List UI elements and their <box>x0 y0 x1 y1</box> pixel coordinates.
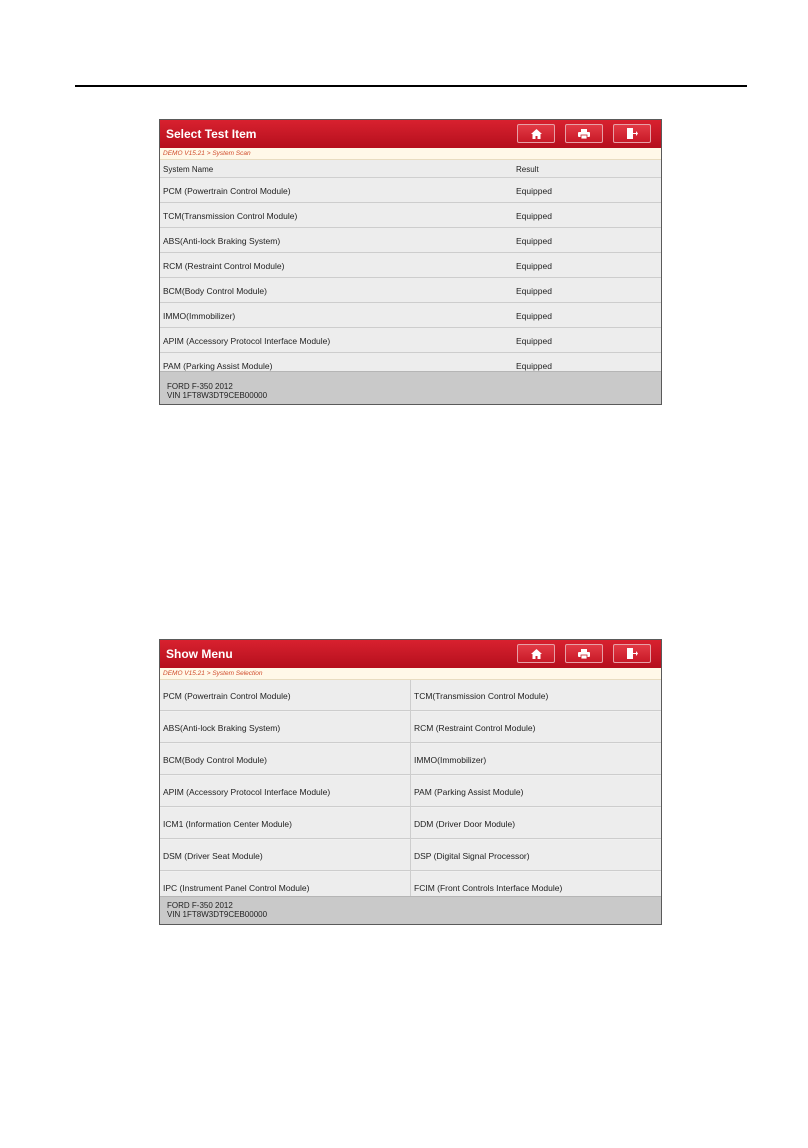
system-name: PCM (Powertrain Control Module) <box>163 186 291 196</box>
system-name: IMMO(Immobilizer) <box>163 311 236 321</box>
system-result: Equipped <box>516 211 552 221</box>
page-title: Show Menu <box>166 647 233 661</box>
home-button[interactable] <box>517 124 555 143</box>
menu-item-pam[interactable] <box>411 776 662 807</box>
system-result: Equipped <box>516 286 552 296</box>
menu-item-ddm[interactable] <box>411 808 662 839</box>
menu-item-pcm[interactable] <box>160 680 410 711</box>
menu-item-label: PCM (Powertrain Control Module) <box>163 691 291 701</box>
system-result: Equipped <box>516 186 552 196</box>
menu-item-icm1[interactable] <box>160 808 410 839</box>
table-row[interactable] <box>160 203 661 228</box>
menu-item-bcm[interactable] <box>160 744 410 775</box>
breadcrumb: DEMO V15.21 > System Scan <box>160 148 661 160</box>
menu-item-label: BCM(Body Control Module) <box>163 755 267 765</box>
system-name: ABS(Anti-lock Braking System) <box>163 236 281 246</box>
print-button[interactable] <box>565 124 603 143</box>
vehicle-model: FORD F-350 2012 <box>167 382 233 391</box>
menu-item-dsp[interactable] <box>411 840 662 871</box>
home-icon <box>531 129 542 139</box>
vehicle-model: FORD F-350 2012 <box>167 901 233 910</box>
select-test-item-screen <box>159 119 662 405</box>
menu-item-label: PAM (Parking Assist Module) <box>414 787 524 797</box>
menu-item-label: TCM(Transmission Control Module) <box>414 691 549 701</box>
table-row[interactable] <box>160 303 661 328</box>
table-row[interactable] <box>160 178 661 203</box>
menu-item-label: IPC (Instrument Panel Control Module) <box>163 883 310 893</box>
page-title: Select Test Item <box>166 127 257 141</box>
menu-item-label: ABS(Anti-lock Braking System) <box>163 723 281 733</box>
table-row[interactable] <box>160 253 661 278</box>
document-header-rule <box>75 85 747 87</box>
menu-item-immo[interactable] <box>411 744 662 775</box>
system-name: RCM (Restraint Control Module) <box>163 261 285 271</box>
menu-item-label: DSM (Driver Seat Module) <box>163 851 263 861</box>
breadcrumb: DEMO V15.21 > System Selection <box>160 668 661 680</box>
system-name: BCM(Body Control Module) <box>163 286 267 296</box>
table-header <box>160 160 661 178</box>
vehicle-vin: VIN 1FT8W3DT9CEB00000 <box>167 391 268 400</box>
menu-item-rcm[interactable] <box>411 712 662 743</box>
menu-item-label: ICM1 (Information Center Module) <box>163 819 292 829</box>
table-row[interactable] <box>160 278 661 303</box>
menu-item-abs[interactable] <box>160 712 410 743</box>
column-header-result: Result <box>516 165 539 174</box>
vehicle-vin: VIN 1FT8W3DT9CEB00000 <box>167 910 268 919</box>
menu-item-label: FCIM (Front Controls Interface Module) <box>414 883 563 893</box>
system-result: Equipped <box>516 336 552 346</box>
system-result: Equipped <box>516 236 552 246</box>
menu-item-dsm[interactable] <box>160 840 410 871</box>
menu-item-ipc[interactable] <box>160 872 410 899</box>
exit-button[interactable] <box>613 644 651 663</box>
system-name: PAM (Parking Assist Module) <box>163 361 273 371</box>
vehicle-info-footer <box>160 371 661 404</box>
menu-item-fcim[interactable] <box>411 872 662 899</box>
vehicle-info-footer <box>160 896 661 924</box>
menu-item-label: DDM (Driver Door Module) <box>414 819 516 829</box>
menu-item-label: DSP (Digital Signal Processor) <box>414 851 530 861</box>
home-icon <box>531 649 542 659</box>
title-bar <box>160 640 661 668</box>
print-icon <box>578 129 590 139</box>
print-button[interactable] <box>565 644 603 663</box>
column-header-system-name: System Name <box>163 165 214 174</box>
show-menu-screen <box>159 639 662 925</box>
menu-item-label: IMMO(Immobilizer) <box>414 755 487 765</box>
home-button[interactable] <box>517 644 555 663</box>
title-bar <box>160 120 661 148</box>
table-row[interactable] <box>160 328 661 353</box>
system-result: Equipped <box>516 261 552 271</box>
print-icon <box>578 649 590 659</box>
exit-icon <box>627 648 638 659</box>
system-name: TCM(Transmission Control Module) <box>163 211 298 221</box>
menu-item-label: RCM (Restraint Control Module) <box>414 723 536 733</box>
system-list <box>160 178 661 378</box>
exit-button[interactable] <box>613 124 651 143</box>
table-row[interactable] <box>160 228 661 253</box>
exit-icon <box>627 128 638 139</box>
menu-item-tcm[interactable] <box>411 680 662 711</box>
menu-item-apim[interactable] <box>160 776 410 807</box>
system-result: Equipped <box>516 361 552 371</box>
system-name: APIM (Accessory Protocol Interface Module) <box>163 336 331 346</box>
system-result: Equipped <box>516 311 552 321</box>
menu-item-label: APIM (Accessory Protocol Interface Module) <box>163 787 331 797</box>
